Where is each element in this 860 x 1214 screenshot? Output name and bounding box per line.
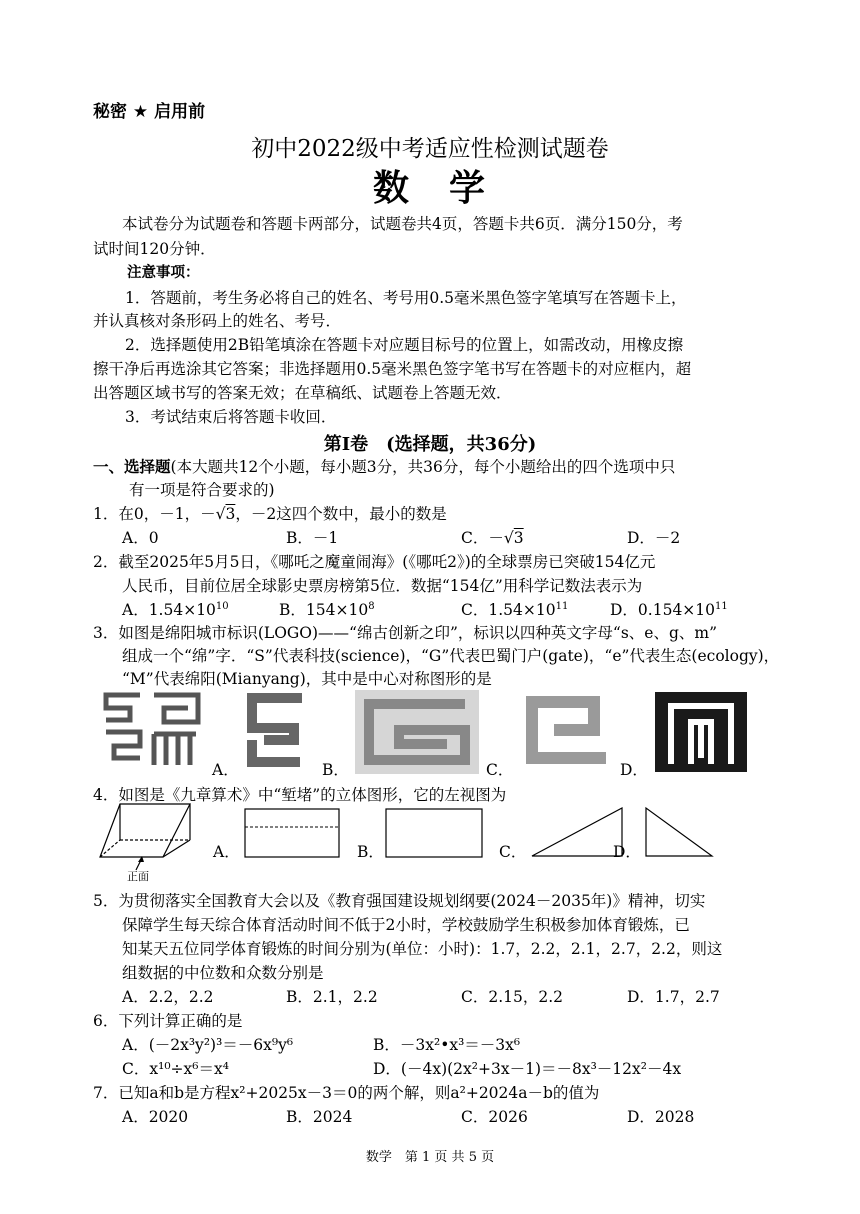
q3-option-c[interactable]: C． bbox=[486, 761, 514, 779]
intro-line-2: 试时间120分钟． bbox=[93, 240, 216, 258]
q3-line-2: 组成一个“绵”字．“S”代表科技(science)，“G”代表巴蜀门户(gate)，“e”代表生态(ecology)， bbox=[122, 647, 780, 665]
q5-option-d[interactable]: D．1.7，2.7 bbox=[627, 988, 720, 1006]
q7-option-c[interactable]: C．2026 bbox=[461, 1108, 528, 1126]
q1-option-c[interactable]: C．－√3 bbox=[461, 529, 524, 547]
q6-option-b[interactable]: B．－3x²•x³＝－3x⁶ bbox=[373, 1036, 521, 1054]
q5-line-2: 保障学生每天综合体育活动时间不低于2小时，学校鼓励学生积极参加体育锻炼，已 bbox=[122, 916, 690, 934]
q6-option-d[interactable]: D．(－4x)(2x²+3x－1)＝－8x³－12x²－4x bbox=[373, 1060, 682, 1078]
letter-s-figure bbox=[244, 690, 308, 770]
q1-option-b[interactable]: B．－1 bbox=[286, 529, 339, 547]
q7-option-b[interactable]: B．2024 bbox=[286, 1108, 353, 1126]
section-desc-2: 有一项是符合要求的) bbox=[129, 481, 275, 499]
q4-option-c[interactable]: C． bbox=[499, 843, 527, 861]
subject-title: 数 学 bbox=[372, 168, 487, 209]
notice-2b: 擦干净后再选涂其它答案；非选择题用0.5毫米黑色签字笔书写在答题卡的对应框内，超 bbox=[93, 360, 692, 378]
exam-title: 初中2022级中考适应性检测试题卷 bbox=[251, 136, 609, 162]
q2-line-1: 2．截至2025年5月5日，《哪吒之魔童闹海》(《哪吒2》)的全球票房已突破154亿元 bbox=[93, 553, 656, 571]
q5-option-a[interactable]: A．2.2，2.2 bbox=[122, 988, 214, 1006]
letter-e-figure bbox=[522, 692, 610, 768]
front-label: 正面 bbox=[127, 870, 149, 883]
letter-m-figure bbox=[655, 692, 747, 772]
mianyang-logo-figure bbox=[100, 690, 204, 770]
q2-option-b[interactable]: B．$154\times 10^8$ bbox=[279, 600, 375, 619]
q3-option-d[interactable]: D． bbox=[620, 761, 648, 779]
q2-option-a[interactable]: A．$1.54\times 10^{10}$ bbox=[122, 600, 229, 619]
intro-line-1: 本试卷分为试题卷和答题卡两部分，试题卷共4页，答题卡共6页．满分150分，考 bbox=[122, 215, 683, 233]
section-heading: 一、选择题 bbox=[93, 458, 171, 476]
q7-option-a[interactable]: A．2020 bbox=[122, 1108, 189, 1126]
view-triangle-left bbox=[644, 806, 714, 858]
q7-stem: 7．已知a和b是方程x²+2025x－3＝0的两个解，则a²+2024a－b的值为 bbox=[93, 1084, 600, 1102]
q2-option-c[interactable]: C．$1.54\times 10^{11}$ bbox=[461, 600, 569, 619]
q6-option-a[interactable]: A．(－2x³y²)³＝－6x⁹y⁶ bbox=[122, 1036, 294, 1054]
q4-option-b[interactable]: B． bbox=[357, 843, 384, 861]
q3-line-3: “M”代表绵阳(Mianyang)，其中是中心对称图形的是 bbox=[122, 670, 492, 688]
notice-2a: 2．选择题使用2B铅笔填涂在答题卡对应题目标号的位置上，如需改动，用橡皮擦 bbox=[125, 336, 684, 354]
q5-line-3: 知某天五位同学体育锻炼的时间分别为(单位：小时)：1.7，2.2，2.1，2.7，2.2，则这 bbox=[122, 940, 723, 958]
notice-3: 3．考试结束后将答题卡收回． bbox=[125, 408, 337, 426]
q3-option-a[interactable]: A． bbox=[212, 761, 239, 779]
notice-1a: 1．答题前，考生务必将自己的姓名、考号用0.5毫米黑色签字笔填写在答题卡上， bbox=[125, 289, 687, 307]
q5-line-4: 组数据的中位数和众数分别是 bbox=[122, 964, 324, 982]
q1-option-a[interactable]: A．0 bbox=[122, 529, 159, 547]
view-rect-dashed bbox=[244, 808, 340, 858]
q4-option-d[interactable]: D． bbox=[613, 843, 641, 861]
q5-option-b[interactable]: B．2.1，2.2 bbox=[286, 988, 378, 1006]
view-triangle-right bbox=[530, 806, 624, 858]
q3-line-1: 3．如图是绵阳城市标识(LOGO)——“绵古创新之印”，标识以四种英文字母“s、e、g、m” bbox=[93, 624, 717, 642]
section-desc-1: (本大题共12个小题，每小题3分，共36分，每个小题给出的四个选项中只 bbox=[170, 458, 676, 476]
notice-2c: 出答题区域书写的答案无效；在草稿纸、试题卷上答题无效． bbox=[93, 384, 512, 402]
q7-option-d[interactable]: D．2028 bbox=[627, 1108, 695, 1126]
q5-option-c[interactable]: C．2.15，2.2 bbox=[461, 988, 564, 1006]
q3-option-b[interactable]: B． bbox=[322, 761, 349, 779]
q4-stem: 4．如图是《九章算术》中“堑堵”的立体图形，它的左视图为 bbox=[93, 786, 507, 804]
confidential-label: 秘密 ★ 启用前 bbox=[93, 102, 206, 122]
q2-option-d[interactable]: D．$0.154\times 10^{11}$ bbox=[610, 600, 728, 619]
notice-title: 注意事项： bbox=[127, 265, 200, 281]
q5-line-1: 5．为贯彻落实全国教育大会以及《教育强国建设规划纲要(2024－2035年)》精神，切实 bbox=[93, 892, 706, 910]
q6-option-c[interactable]: C．x¹⁰÷x⁶＝x⁴ bbox=[122, 1060, 229, 1078]
q2-line-2: 人民币，目前位居全球影史票房榜第5位．数据“154亿”用科学记数法表示为 bbox=[122, 577, 643, 595]
q1-option-d[interactable]: D．－2 bbox=[627, 529, 681, 547]
page-footer: 数学 第 1 页 共 5 页 bbox=[365, 1150, 495, 1165]
view-rect bbox=[385, 808, 483, 858]
q6-stem: 6．下列计算正确的是 bbox=[93, 1012, 243, 1030]
q4-option-a[interactable]: A． bbox=[213, 843, 240, 861]
section-title: 第Ⅰ卷 (选择题，共36分) bbox=[323, 434, 537, 455]
notice-1b: 并认真核对条形码上的姓名、考号． bbox=[93, 312, 342, 330]
q1-stem: 1．在0，－1，－√3，－2这四个数中，最小的数是 bbox=[93, 505, 447, 523]
letter-g-figure bbox=[355, 690, 479, 774]
